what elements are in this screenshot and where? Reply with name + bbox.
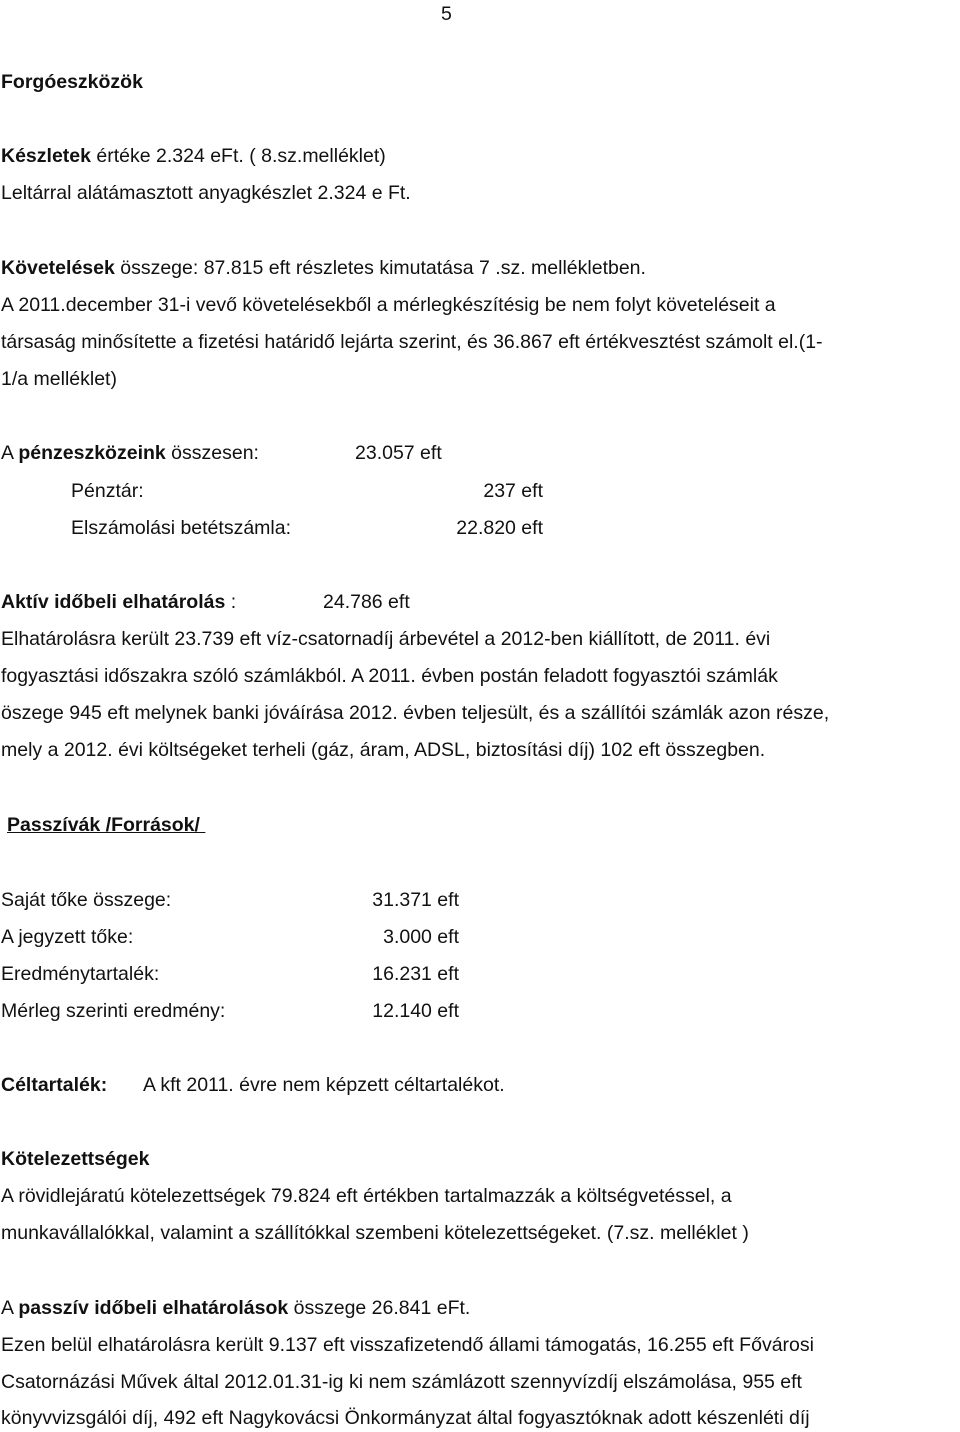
kovetelesek-label: Követelések — [1, 257, 115, 279]
eredmenytartalek-label: Eredménytartalék: — [1, 963, 160, 985]
penztar-value: 237 eft — [483, 480, 543, 502]
betetszamla-label: Elszámolási betétszámla: — [71, 517, 292, 539]
passziv-elhatarolas-line: A passzív időbeli elhatárolások összege 26.841 eFt. — [1, 1297, 471, 1319]
leltar-line: Leltárral alátámasztott anyagkészlet 2.324 e Ft. — [1, 182, 411, 204]
penzeszkozok-label: A pénzeszközeink összesen: — [1, 442, 259, 464]
kovetelesek-paragraph-line-3: 1/a melléklet) — [1, 368, 117, 390]
aktiv-paragraph-line-3: öszege 945 eft melynek banki jóváírása 2012. évben teljesült, és a szállítói számlák azon része, — [1, 702, 830, 724]
page-number: 5 — [441, 3, 452, 25]
heading-forgoeszkozok: Forgóeszközök — [1, 71, 143, 93]
merleg-eredmeny-label: Mérleg szerinti eredmény: — [1, 1000, 226, 1022]
passziv-elhatarolas-paragraph-line-1: Ezen belül elhatárolásra került 9.137 eft visszafizetendő állami támogatás, 16.255 eft Fővárosi — [1, 1334, 814, 1356]
aktiv-paragraph-line-2: fogyasztási időszakra szóló számlákból. A 2011. évben postán feladott fogyasztói számlák — [1, 665, 778, 687]
passziv-elhatarolas-paragraph-line-3: könyvvizsgálói díj, 492 eft Nagykovácsi Önkormányzat által fogyasztóknak adott készenléti díj — [1, 1407, 810, 1429]
aktiv-paragraph-line-1: Elhatárolásra került 23.739 eft víz-csatornadíj árbevétel a 2012-ben kiállított, de 2011. évi — [1, 628, 771, 650]
sajat-toke-label: Saját tőke összege: — [1, 889, 172, 911]
aktiv-elhatarolas-value: 24.786 eft — [323, 591, 410, 613]
kovetelesek-line: Követelések összege: 87.815 eft részletes kimutatása 7 .sz. mellékletben. — [1, 257, 646, 279]
celtartalek-text: A kft 2011. évre nem képzett céltartalékot. — [143, 1074, 505, 1096]
aktiv-paragraph-line-4: mely a 2012. évi költségeket terheli (gáz, áram, ADSL, biztosítási díj) 102 eft összegben. — [1, 739, 766, 761]
betetszamla-value: 22.820 eft — [456, 517, 543, 539]
passziv-elhatarolas-paragraph-line-2: Csatornázási Művek által 2012.01.31-ig ki nem számlázott szennyvízdíj elszámolása, 955 eft — [1, 1371, 802, 1393]
keszletek-line: Készletek értéke 2.324 eFt. ( 8.sz.melléklet) — [1, 145, 386, 167]
kovetelesek-paragraph-line-2: társaság minősítette a fizetési határidő lejárta szerint, és 36.867 eft értékvesztést számolt el.(1- — [1, 331, 823, 353]
aktiv-elhatarolas-label: Aktív időbeli elhatárolás : — [1, 591, 237, 613]
penzeszkozok-total: 23.057 eft — [355, 442, 442, 464]
celtartalek-label: Céltartalék: — [1, 1074, 108, 1096]
kotelezettsegek-line-1: A rövidlejáratú kötelezettségek 79.824 eft értékben tartalmazzák a költségvetéssel, a — [1, 1185, 732, 1207]
penztar-label: Pénztár: — [71, 480, 144, 502]
jegyzett-toke-value: 3.000 eft — [383, 926, 459, 948]
jegyzett-toke-label: A jegyzett tőke: — [1, 926, 134, 948]
keszletek-label: Készletek — [1, 145, 91, 167]
kovetelesek-paragraph-line-1: A 2011.december 31-i vevő követelésekből a mérlegkészítésig be nem folyt követeléseit a — [1, 294, 776, 316]
merleg-eredmeny-value: 12.140 eft — [372, 1000, 459, 1022]
sajat-toke-value: 31.371 eft — [372, 889, 459, 911]
heading-passzivak: Passzívák /Források/ — [7, 814, 206, 836]
heading-kotelezettsegek: Kötelezettségek — [1, 1148, 150, 1170]
eredmenytartalek-value: 16.231 eft — [372, 963, 459, 985]
kotelezettsegek-line-2: munkavállalókkal, valamint a szállítókkal szembeni kötelezettségeket. (7.sz. melléklet ) — [1, 1222, 749, 1244]
